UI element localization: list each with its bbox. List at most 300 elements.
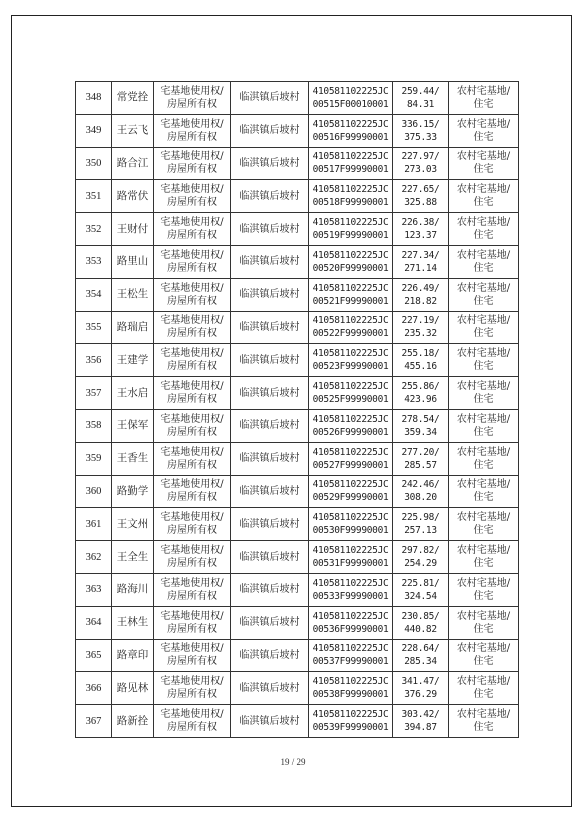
land-use-cell: [449, 147, 519, 180]
owner-name-cell: [112, 245, 154, 278]
row-number-cell: [76, 606, 112, 639]
owner-name-text: 路勤学: [116, 484, 149, 497]
area-cell: [393, 409, 449, 442]
right-type-text: 房屋所有权: [167, 656, 217, 668]
row-number-text: 366: [85, 682, 102, 694]
area-text: 257.13: [404, 525, 437, 537]
area-cell: [393, 180, 449, 213]
location-cell: [231, 213, 309, 246]
land-use-text: 农村宅基地/: [456, 446, 511, 458]
row-number-cell: [76, 82, 112, 115]
land-use-text: 农村宅基地/: [456, 709, 511, 721]
table-row: [76, 475, 519, 508]
table-row: [76, 606, 519, 639]
right-type-text: 房屋所有权: [167, 230, 217, 242]
land-use-text: 住宅: [473, 131, 494, 143]
parcel-code-cell: [309, 245, 393, 278]
area-text: 227.65/: [401, 184, 440, 196]
land-use-cell: [449, 180, 519, 213]
location-text: 临淇镇后坡村: [239, 715, 300, 727]
owner-name-text: 王建学: [116, 353, 149, 366]
area-text: 277.20/: [401, 446, 440, 458]
land-use-text: 住宅: [473, 722, 494, 734]
right-type-cell: [154, 147, 231, 180]
owner-name-text: 王全生: [116, 550, 149, 563]
location-cell: [231, 377, 309, 410]
owner-name-text: 路常伏: [116, 189, 149, 202]
parcel-code-cell: [309, 180, 393, 213]
right-type-text: 宅基地使用权/: [160, 479, 224, 491]
row-number-text: 358: [85, 420, 102, 432]
area-cell: [393, 508, 449, 541]
row-number-cell: [76, 213, 112, 246]
land-use-text: 农村宅基地/: [456, 118, 511, 130]
area-text: 227.97/: [401, 151, 440, 163]
area-text: 359.34: [404, 426, 437, 438]
land-use-cell: [449, 705, 519, 738]
parcel-code-text: 00520F99990001: [312, 262, 389, 274]
owner-name-text: 路合江: [116, 156, 149, 169]
row-number-text: 355: [85, 321, 102, 333]
right-type-cell: [154, 377, 231, 410]
land-use-text: 住宅: [473, 689, 494, 701]
table-row: [76, 82, 519, 115]
land-use-cell: [449, 508, 519, 541]
right-type-text: 房屋所有权: [167, 98, 217, 110]
parcel-code-text: 00517F99990001: [312, 164, 389, 176]
parcel-code-cell: [309, 573, 393, 606]
right-type-text: 房屋所有权: [167, 197, 217, 209]
parcel-code-text: 00516F99990001: [312, 131, 389, 143]
row-number-cell: [76, 442, 112, 475]
owner-name-cell: [112, 213, 154, 246]
area-text: 394.87: [404, 722, 437, 734]
location-text: 临淇镇后坡村: [239, 518, 300, 530]
land-use-text: 农村宅基地/: [456, 348, 511, 360]
right-type-cell: [154, 639, 231, 672]
land-use-text: 农村宅基地/: [456, 249, 511, 261]
area-cell: [393, 278, 449, 311]
owner-name-text: 王保军: [116, 419, 149, 432]
area-cell: [393, 245, 449, 278]
owner-name-cell: [112, 606, 154, 639]
location-text: 临淇镇后坡村: [239, 157, 300, 169]
row-number-cell: [76, 541, 112, 574]
owner-name-text: 常党拴: [116, 91, 149, 104]
table-row: [76, 311, 519, 344]
parcel-code-cell: [309, 377, 393, 410]
area-text: 303.42/: [401, 709, 440, 721]
land-use-text: 住宅: [473, 525, 494, 537]
area-text: 297.82/: [401, 545, 440, 557]
parcel-code-text: 00518F99990001: [312, 197, 389, 209]
owner-name-text: 王林生: [116, 616, 149, 629]
owner-name-text: 路见林: [116, 681, 149, 694]
parcel-code-text: 410581102225JC: [312, 479, 389, 491]
table-row: [76, 377, 519, 410]
row-number-text: 349: [85, 125, 102, 137]
parcel-code-text: 410581102225JC: [312, 676, 389, 688]
parcel-code-text: 410581102225JC: [312, 446, 389, 458]
table-row: [76, 639, 519, 672]
location-cell: [231, 311, 309, 344]
row-number-cell: [76, 508, 112, 541]
area-text: 336.15/: [401, 118, 440, 130]
row-number-text: 352: [85, 223, 102, 235]
area-cell: [393, 672, 449, 705]
area-text: 255.86/: [401, 381, 440, 393]
land-use-text: 住宅: [473, 590, 494, 602]
parcel-code-cell: [309, 705, 393, 738]
row-number-cell: [76, 245, 112, 278]
right-type-cell: [154, 442, 231, 475]
land-use-cell: [449, 442, 519, 475]
land-use-text: 住宅: [473, 262, 494, 274]
area-cell: [393, 606, 449, 639]
land-use-text: 住宅: [473, 394, 494, 406]
land-use-text: 住宅: [473, 328, 494, 340]
location-text: 临淇镇后坡村: [239, 551, 300, 563]
table-row: [76, 573, 519, 606]
table-row: [76, 541, 519, 574]
parcel-code-text: 410581102225JC: [312, 413, 389, 425]
land-use-cell: [449, 672, 519, 705]
owner-name-text: 路瑞启: [116, 320, 149, 333]
land-use-cell: [449, 409, 519, 442]
owner-name-text: 路新拴: [116, 714, 149, 727]
row-number-cell: [76, 475, 112, 508]
row-number-cell: [76, 377, 112, 410]
right-type-text: 房屋所有权: [167, 623, 217, 635]
right-type-text: 宅基地使用权/: [160, 282, 224, 294]
table-row: [76, 114, 519, 147]
area-cell: [393, 82, 449, 115]
row-number-text: 359: [85, 453, 102, 465]
right-type-text: 房屋所有权: [167, 722, 217, 734]
location-text: 临淇镇后坡村: [239, 420, 300, 432]
right-type-text: 房屋所有权: [167, 689, 217, 701]
land-use-cell: [449, 639, 519, 672]
right-type-text: 房屋所有权: [167, 262, 217, 274]
right-type-text: 宅基地使用权/: [160, 315, 224, 327]
area-cell: [393, 213, 449, 246]
row-number-text: 360: [85, 485, 102, 497]
right-type-text: 宅基地使用权/: [160, 217, 224, 229]
right-type-text: 宅基地使用权/: [160, 348, 224, 360]
parcel-code-text: 410581102225JC: [312, 184, 389, 196]
location-cell: [231, 147, 309, 180]
owner-name-text: 路章印: [116, 648, 149, 661]
parcel-code-text: 410581102225JC: [312, 545, 389, 557]
parcel-code-text: 410581102225JC: [312, 282, 389, 294]
row-number-cell: [76, 114, 112, 147]
land-use-cell: [449, 114, 519, 147]
area-cell: [393, 475, 449, 508]
right-type-text: 宅基地使用权/: [160, 676, 224, 688]
land-use-text: 农村宅基地/: [456, 545, 511, 557]
land-use-text: 住宅: [473, 558, 494, 570]
right-type-text: 宅基地使用权/: [160, 512, 224, 524]
location-text: 临淇镇后坡村: [239, 190, 300, 202]
area-text: 225.98/: [401, 512, 440, 524]
area-text: 285.34: [404, 656, 437, 668]
row-number-text: 356: [85, 354, 102, 366]
table-row: [76, 278, 519, 311]
page-number: 19 / 29: [280, 757, 306, 767]
land-use-text: 农村宅基地/: [456, 315, 511, 327]
right-type-text: 房屋所有权: [167, 590, 217, 602]
parcel-code-text: 410581102225JC: [312, 381, 389, 393]
parcel-code-text: 00538F99990001: [312, 689, 389, 701]
right-type-cell: [154, 541, 231, 574]
right-type-text: 宅基地使用权/: [160, 545, 224, 557]
right-type-text: 房屋所有权: [167, 525, 217, 537]
row-number-text: 350: [85, 157, 102, 169]
table-row: [76, 147, 519, 180]
owner-name-text: 王水启: [116, 386, 149, 399]
land-use-cell: [449, 541, 519, 574]
right-type-text: 宅基地使用权/: [160, 85, 224, 97]
right-type-text: 宅基地使用权/: [160, 184, 224, 196]
location-cell: [231, 409, 309, 442]
right-type-cell: [154, 180, 231, 213]
parcel-code-cell: [309, 278, 393, 311]
owner-name-cell: [112, 82, 154, 115]
land-use-cell: [449, 245, 519, 278]
parcel-code-text: 410581102225JC: [312, 217, 389, 229]
right-type-text: 宅基地使用权/: [160, 249, 224, 261]
owner-name-cell: [112, 672, 154, 705]
row-number-cell: [76, 672, 112, 705]
area-text: 225.81/: [401, 577, 440, 589]
land-use-cell: [449, 311, 519, 344]
land-use-text: 住宅: [473, 492, 494, 504]
row-number-cell: [76, 278, 112, 311]
area-text: 455.16: [404, 361, 437, 373]
parcel-code-text: 00537F99990001: [312, 656, 389, 668]
row-number-text: 367: [85, 715, 102, 727]
area-text: 341.47/: [401, 676, 440, 688]
owner-name-text: 王文州: [116, 517, 149, 530]
right-type-text: 宅基地使用权/: [160, 577, 224, 589]
owner-name-text: 王云飞: [116, 124, 149, 137]
area-cell: [393, 147, 449, 180]
area-text: 285.57: [404, 459, 437, 471]
right-type-cell: [154, 82, 231, 115]
parcel-code-text: 410581102225JC: [312, 118, 389, 130]
location-text: 临淇镇后坡村: [239, 584, 300, 596]
land-use-text: 住宅: [473, 426, 494, 438]
row-number-text: 365: [85, 649, 102, 661]
right-type-cell: [154, 475, 231, 508]
parcel-code-text: 410581102225JC: [312, 610, 389, 622]
location-cell: [231, 180, 309, 213]
right-type-cell: [154, 278, 231, 311]
location-cell: [231, 475, 309, 508]
land-use-cell: [449, 278, 519, 311]
right-type-text: 房屋所有权: [167, 394, 217, 406]
land-use-text: 住宅: [473, 459, 494, 471]
table-row: [76, 442, 519, 475]
land-use-cell: [449, 344, 519, 377]
right-type-text: 宅基地使用权/: [160, 381, 224, 393]
land-use-text: 住宅: [473, 656, 494, 668]
location-cell: [231, 114, 309, 147]
owner-name-cell: [112, 573, 154, 606]
area-cell: [393, 344, 449, 377]
table-row: [76, 344, 519, 377]
parcel-code-cell: [309, 344, 393, 377]
table-row: [76, 672, 519, 705]
owner-name-cell: [112, 409, 154, 442]
land-use-cell: [449, 213, 519, 246]
parcel-code-text: 00519F99990001: [312, 230, 389, 242]
location-cell: [231, 573, 309, 606]
location-cell: [231, 82, 309, 115]
land-use-text: 住宅: [473, 295, 494, 307]
land-use-text: 农村宅基地/: [456, 151, 511, 163]
area-text: 123.37: [404, 230, 437, 242]
row-number-text: 354: [85, 289, 102, 301]
owner-name-text: 王财付: [116, 222, 149, 235]
right-type-cell: [154, 672, 231, 705]
right-type-text: 房屋所有权: [167, 131, 217, 143]
parcel-code-text: 00521F99990001: [312, 295, 389, 307]
land-use-text: 住宅: [473, 361, 494, 373]
right-type-text: 宅基地使用权/: [160, 413, 224, 425]
row-number-text: 348: [85, 92, 102, 104]
parcel-code-text: 410581102225JC: [312, 85, 389, 97]
location-text: 临淇镇后坡村: [239, 354, 300, 366]
land-use-text: 农村宅基地/: [456, 184, 511, 196]
row-number-text: 363: [85, 584, 102, 596]
table-row: [76, 213, 519, 246]
area-text: 324.54: [404, 590, 437, 602]
parcel-code-text: 410581102225JC: [312, 315, 389, 327]
parcel-code-cell: [309, 475, 393, 508]
parcel-code-text: 00525F99990001: [312, 394, 389, 406]
owner-name-text: 路里山: [116, 255, 149, 268]
owner-name-cell: [112, 344, 154, 377]
location-text: 临淇镇后坡村: [239, 125, 300, 137]
row-number-text: 353: [85, 256, 102, 268]
area-text: 235.32: [404, 328, 437, 340]
area-text: 423.96: [404, 394, 437, 406]
right-type-cell: [154, 114, 231, 147]
location-text: 临淇镇后坡村: [239, 617, 300, 629]
parcel-code-cell: [309, 147, 393, 180]
right-type-text: 宅基地使用权/: [160, 610, 224, 622]
parcel-code-text: 00531F99990001: [312, 558, 389, 570]
right-type-cell: [154, 573, 231, 606]
parcel-code-text: 410581102225JC: [312, 151, 389, 163]
parcel-code-cell: [309, 311, 393, 344]
area-cell: [393, 114, 449, 147]
owner-name-cell: [112, 705, 154, 738]
location-text: 临淇镇后坡村: [239, 649, 300, 661]
owner-name-cell: [112, 311, 154, 344]
right-type-text: 宅基地使用权/: [160, 709, 224, 721]
land-use-text: 住宅: [473, 230, 494, 242]
area-cell: [393, 573, 449, 606]
owner-name-cell: [112, 278, 154, 311]
area-text: 325.88: [404, 197, 437, 209]
land-use-text: 农村宅基地/: [456, 217, 511, 229]
area-text: 230.85/: [401, 610, 440, 622]
area-text: 242.46/: [401, 479, 440, 491]
parcel-code-text: 00515F00010001: [312, 98, 389, 110]
owner-name-cell: [112, 180, 154, 213]
parcel-code-cell: [309, 606, 393, 639]
land-use-text: 农村宅基地/: [456, 643, 511, 655]
location-cell: [231, 245, 309, 278]
owner-name-cell: [112, 541, 154, 574]
land-use-text: 农村宅基地/: [456, 85, 511, 97]
land-use-text: 农村宅基地/: [456, 676, 511, 688]
land-use-text: 农村宅基地/: [456, 610, 511, 622]
owner-name-cell: [112, 147, 154, 180]
location-cell: [231, 278, 309, 311]
location-text: 临淇镇后坡村: [239, 387, 300, 399]
right-type-text: 房屋所有权: [167, 295, 217, 307]
table-row: [76, 245, 519, 278]
area-text: 440.82: [404, 623, 437, 635]
owner-name-cell: [112, 508, 154, 541]
row-number-cell: [76, 573, 112, 606]
parcel-code-text: 00523F99990001: [312, 361, 389, 373]
parcel-code-text: 00529F99990001: [312, 492, 389, 504]
area-text: 84.31: [406, 98, 435, 110]
land-use-text: 住宅: [473, 623, 494, 635]
land-use-text: 住宅: [473, 197, 494, 209]
parcel-code-text: 410581102225JC: [312, 512, 389, 524]
row-number-text: 362: [85, 551, 102, 563]
parcel-code-cell: [309, 409, 393, 442]
area-text: 259.44/: [401, 85, 440, 97]
land-use-cell: [449, 606, 519, 639]
location-text: 临淇镇后坡村: [239, 289, 300, 301]
area-text: 218.82: [404, 295, 437, 307]
parcel-code-text: 00527F99990001: [312, 459, 389, 471]
parcel-code-cell: [309, 114, 393, 147]
area-text: 254.29: [404, 558, 437, 570]
area-cell: [393, 541, 449, 574]
area-text: 226.49/: [401, 282, 440, 294]
parcel-code-text: 00539F99990001: [312, 722, 389, 734]
land-use-text: 住宅: [473, 164, 494, 176]
land-use-text: 农村宅基地/: [456, 381, 511, 393]
parcel-code-text: 410581102225JC: [312, 643, 389, 655]
parcel-code-cell: [309, 213, 393, 246]
location-cell: [231, 508, 309, 541]
area-text: 228.64/: [401, 643, 440, 655]
table-row: [76, 705, 519, 738]
area-cell: [393, 639, 449, 672]
land-use-text: 农村宅基地/: [456, 479, 511, 491]
parcel-code-cell: [309, 639, 393, 672]
parcel-code-text: 410581102225JC: [312, 577, 389, 589]
area-cell: [393, 377, 449, 410]
right-type-text: 宅基地使用权/: [160, 151, 224, 163]
location-text: 临淇镇后坡村: [239, 485, 300, 497]
parcel-code-text: 410581102225JC: [312, 709, 389, 721]
location-text: 临淇镇后坡村: [239, 256, 300, 268]
location-cell: [231, 705, 309, 738]
parcel-code-cell: [309, 82, 393, 115]
parcel-code-text: 410581102225JC: [312, 348, 389, 360]
parcel-code-text: 00536F99990001: [312, 623, 389, 635]
table-row: [76, 409, 519, 442]
